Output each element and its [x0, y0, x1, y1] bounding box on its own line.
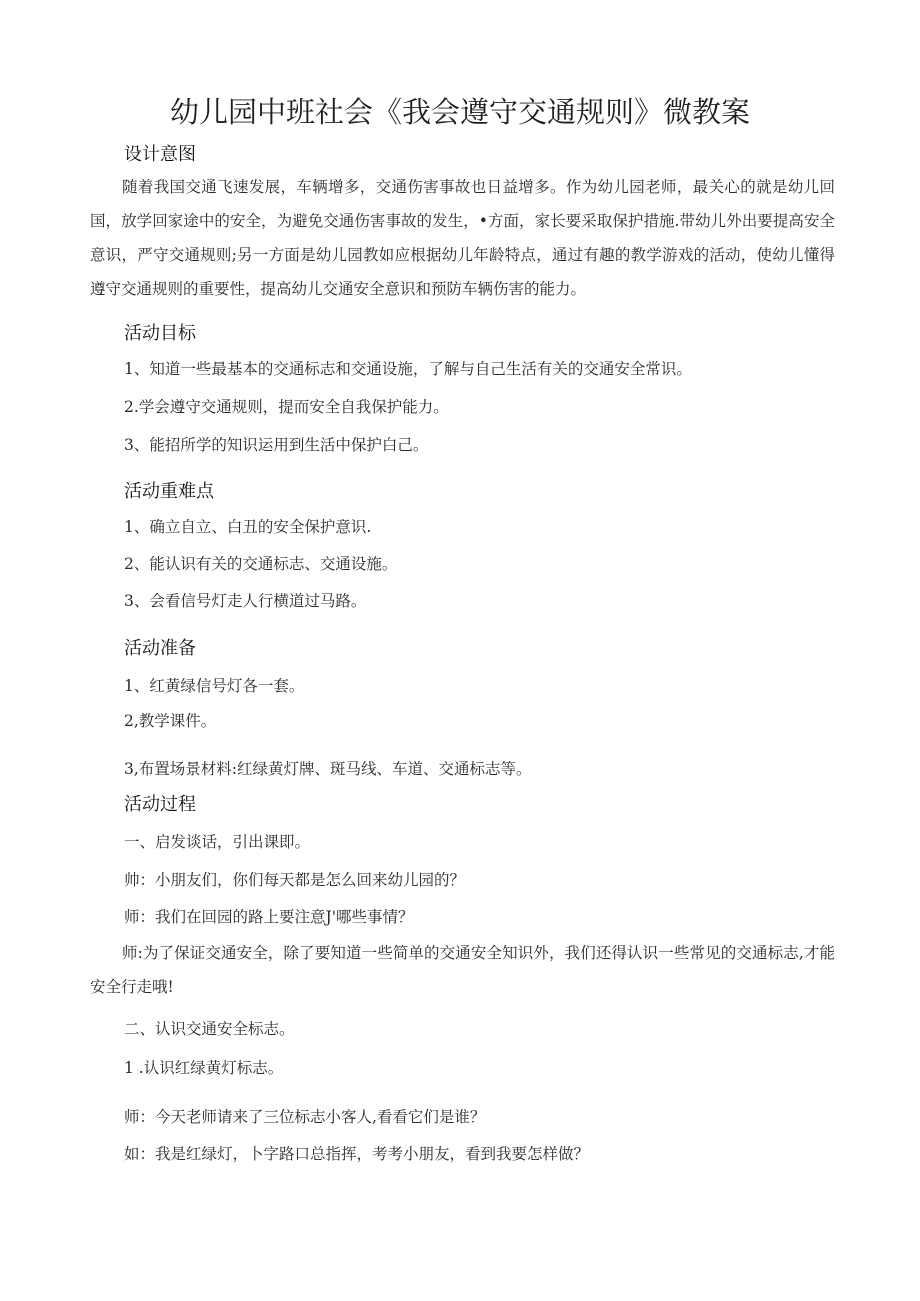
- process-line: 如：我是红绿灯，卜字路口总指挥，考考小朋友，看到我要怎样做？: [124, 1145, 590, 1163]
- prep-item: 1、红黄绿信号灯各一套。: [124, 677, 305, 695]
- process-line: 师：今天老师请来了三位标志小客人,看看它们是谁？: [124, 1108, 486, 1126]
- goal-item: 3、能招所学的知识运用到生活中保护白己。: [124, 436, 429, 454]
- section-heading-goals: 活动目标: [124, 323, 196, 344]
- goal-item: 1、知道一些最基本的交通标志和交通设施，了解与自己生活有关的交通安全常识。: [124, 360, 692, 378]
- page-title: 幼儿园中班社会《我会遵守交通规则》微教案: [169, 95, 750, 129]
- section-heading-design: 设计意图: [124, 144, 196, 165]
- section-heading-process: 活动过程: [124, 794, 196, 815]
- key-point-item: 2、能认识有关的交通标志、交通设施。: [124, 555, 398, 573]
- prep-item: 2,教学课件。: [124, 712, 217, 730]
- process-line: 1 .认识红绿黄灯标志。: [124, 1059, 284, 1077]
- process-line: 二、认识交通安全标志。: [124, 1020, 295, 1038]
- key-point-item: 1、确立自立、白丑的安全保护意识.: [124, 518, 372, 536]
- prep-item: 3,布置场景材料:红绿黄灯牌、斑马线、车道、交通标志等。: [124, 760, 532, 778]
- goal-item: 2.学会遵守交通规则，提而安全自我保护能力。: [124, 398, 449, 416]
- process-paragraph: 师:为了保证交通安全，除了要知道一些简单的交通安全知识外，我们还得认识一些常见的交通标志,才能安全行走哦!: [90, 944, 835, 996]
- process-line: 师：我们在回园的路上要注意J'哪些事情？: [124, 908, 414, 926]
- process-line: 帅：小朋友们，你们每天都是怎么回来幼儿园的？: [124, 871, 466, 889]
- design-paragraph: 随着我国交通飞速发展，车辆增多，交通伤害事故也日益增多。作为幼儿园老师，最关心的就是幼儿回国，放学回家途中的安全，为避免交通伤害事故的发生，•方面，家长要采取保护措施.带幼儿外出要提高安全意识，严守交通规则;另一方面是幼儿园教如应根据幼儿年龄特点，通过有趣的教学游戏的活动，使幼儿懂得遵守交通规则的重要性，提高幼儿交通安全意识和预防车辆伤害的能力。: [90, 178, 835, 298]
- section-heading-key-points: 活动重难点: [124, 481, 214, 502]
- process-line: 一、启发谈话，引出课即。: [124, 833, 311, 851]
- key-point-item: 3、会看信号灯走人行横道过马路。: [124, 592, 367, 610]
- section-heading-prep: 活动准备: [124, 638, 196, 659]
